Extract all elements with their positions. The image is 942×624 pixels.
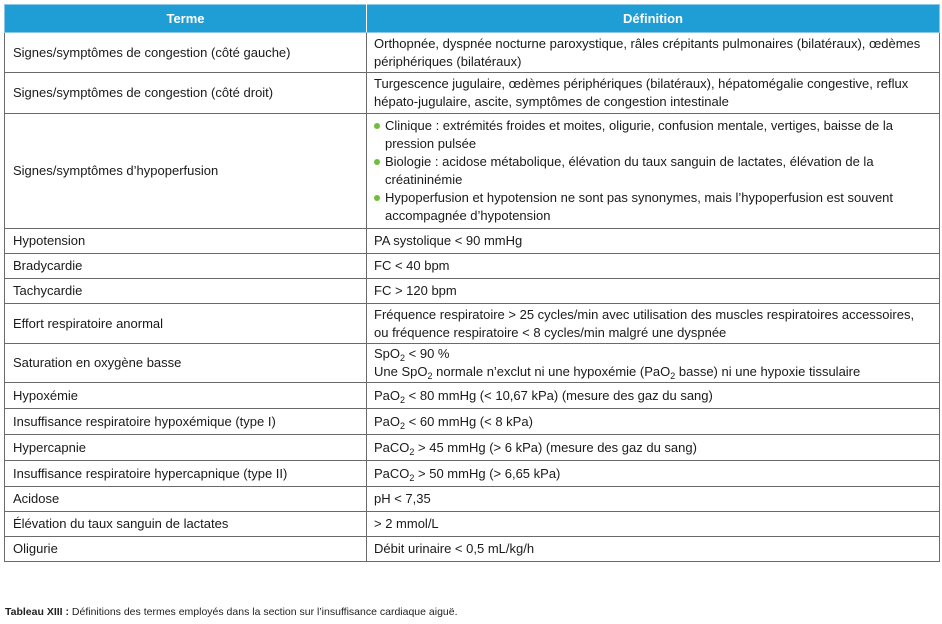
list-item [374,189,931,225]
term-cell: Hypotension [5,229,367,254]
definition-cell: pH < 7,35 [367,487,940,512]
term-cell: Insuffisance respiratoire hypercapnique (type II) [5,461,367,487]
term-cell: Hypercapnie [5,435,367,461]
definition-cell: FC > 120 bpm [367,279,940,304]
bullet-text: Hypoperfusion et hypotension ne sont pas synonymes, mais l’hypoperfusion est souvent accompagnée d’hypotension [385,190,894,223]
def-text: PaCO [374,465,410,481]
definition-cell: Fréquence respiratoire > 25 cycles/min avec utilisation des muscles respiratoires accessoires, ou fréquence respiratoire < 8 cycles/min malgré une dyspnée [367,304,940,344]
term-cell: Acidose [5,487,367,512]
def-text: < 80 mmHg (< 10,67 kPa) (mesure des gaz du sang) [405,387,713,403]
table-row [5,73,940,114]
table-row [5,383,940,409]
header-definition: Définition [367,5,940,33]
definition-cell: Orthopnée, dyspnée nocturne paroxystique, râles crépitants pulmonaires (bilatéraux), œdèmes périphériques (bilatéraux) [367,33,940,73]
def-text: PaO [374,387,401,403]
bullet-dot-icon [374,123,380,129]
subscript: 2 [670,371,676,381]
table-row [5,512,940,537]
subscript: 2 [400,353,406,363]
def-text: normale n’exclut ni une hypoxémie (PaO [432,364,671,379]
subscript: 2 [400,394,406,405]
table-row [5,409,940,435]
header-terme: Terme [5,5,367,33]
table-header-row [5,5,940,33]
term-cell: Tachycardie [5,279,367,304]
def-text: < 60 mmHg (< 8 kPa) [405,413,533,429]
term-cell: Saturation en oxygène basse [5,344,367,383]
subscript: 2 [427,371,433,381]
term-cell: Hypoxémie [5,383,367,409]
def-text: PaCO [374,439,410,455]
table-row [5,435,940,461]
table-row [5,229,940,254]
table-row [5,461,940,487]
def-text: SpO [374,346,401,361]
term-cell: Effort respiratoire anormal [5,304,367,344]
term-cell: Bradycardie [5,254,367,279]
definition-cell [367,383,940,409]
definition-cell [367,409,940,435]
def-text: PaO [374,413,401,429]
definition-line [374,363,931,381]
table-caption [5,606,458,618]
def-text: > 50 mmHg (> 6,65 kPa) [414,465,561,481]
table-row [5,487,940,512]
def-text: Une SpO [374,364,428,379]
definitions-table [4,4,940,562]
table-row [5,537,940,562]
bullet-text: Biologie : acidose métabolique, élévation du taux sanguin de lactates, élévation de la créatininémie [385,154,874,187]
bullet-dot-icon [374,195,380,201]
term-cell: Signes/symptômes d’hypoperfusion [5,114,367,229]
def-text: basse) ni une hypoxie tissulaire [675,364,861,379]
table-row [5,33,940,73]
bullet-text: Clinique : extrémités froides et moites, oligurie, confusion mentale, vertiges, baisse de la pression pulsée [385,118,893,151]
caption-text: Définitions des termes employés dans la section sur l’insuffisance cardiaque aiguë. [68,606,458,618]
subscript: 2 [409,446,415,457]
definition-cell [367,461,940,487]
caption-label: Tableau XIII : [5,606,69,618]
list-item [374,117,931,153]
term-cell: Oligurie [5,537,367,562]
definition-cell [367,114,940,229]
table-row [5,279,940,304]
definition-cell: Débit urinaire < 0,5 mL/kg/h [367,537,940,562]
definition-cell: Turgescence jugulaire, œdèmes périphériques (bilatéraux), hépatomégalie congestive, reflux hépato-jugulaire, ascite, symptômes de congestion intestinale [367,73,940,114]
def-text: < 90 % [405,346,450,361]
definition-cell [367,435,940,461]
definition-cell: PA systolique < 90 mmHg [367,229,940,254]
subscript: 2 [409,472,415,483]
list-item [374,153,931,189]
table-row [5,114,940,229]
term-cell: Insuffisance respiratoire hypoxémique (type I) [5,409,367,435]
term-cell: Élévation du taux sanguin de lactates [5,512,367,537]
definitions-table-container [4,4,939,562]
term-cell: Signes/symptômes de congestion (côté gauche) [5,33,367,73]
table-row [5,344,940,383]
bullet-dot-icon [374,159,380,165]
definition-line [374,345,931,363]
definition-cell [367,344,940,383]
table-row [5,304,940,344]
definition-cell: FC < 40 bpm [367,254,940,279]
def-text: > 45 mmHg (> 6 kPa) (mesure des gaz du sang) [414,439,697,455]
term-cell: Signes/symptômes de congestion (côté droit) [5,73,367,114]
bullet-list [374,117,931,225]
subscript: 2 [400,420,406,431]
definition-cell: > 2 mmol/L [367,512,940,537]
table-row [5,254,940,279]
